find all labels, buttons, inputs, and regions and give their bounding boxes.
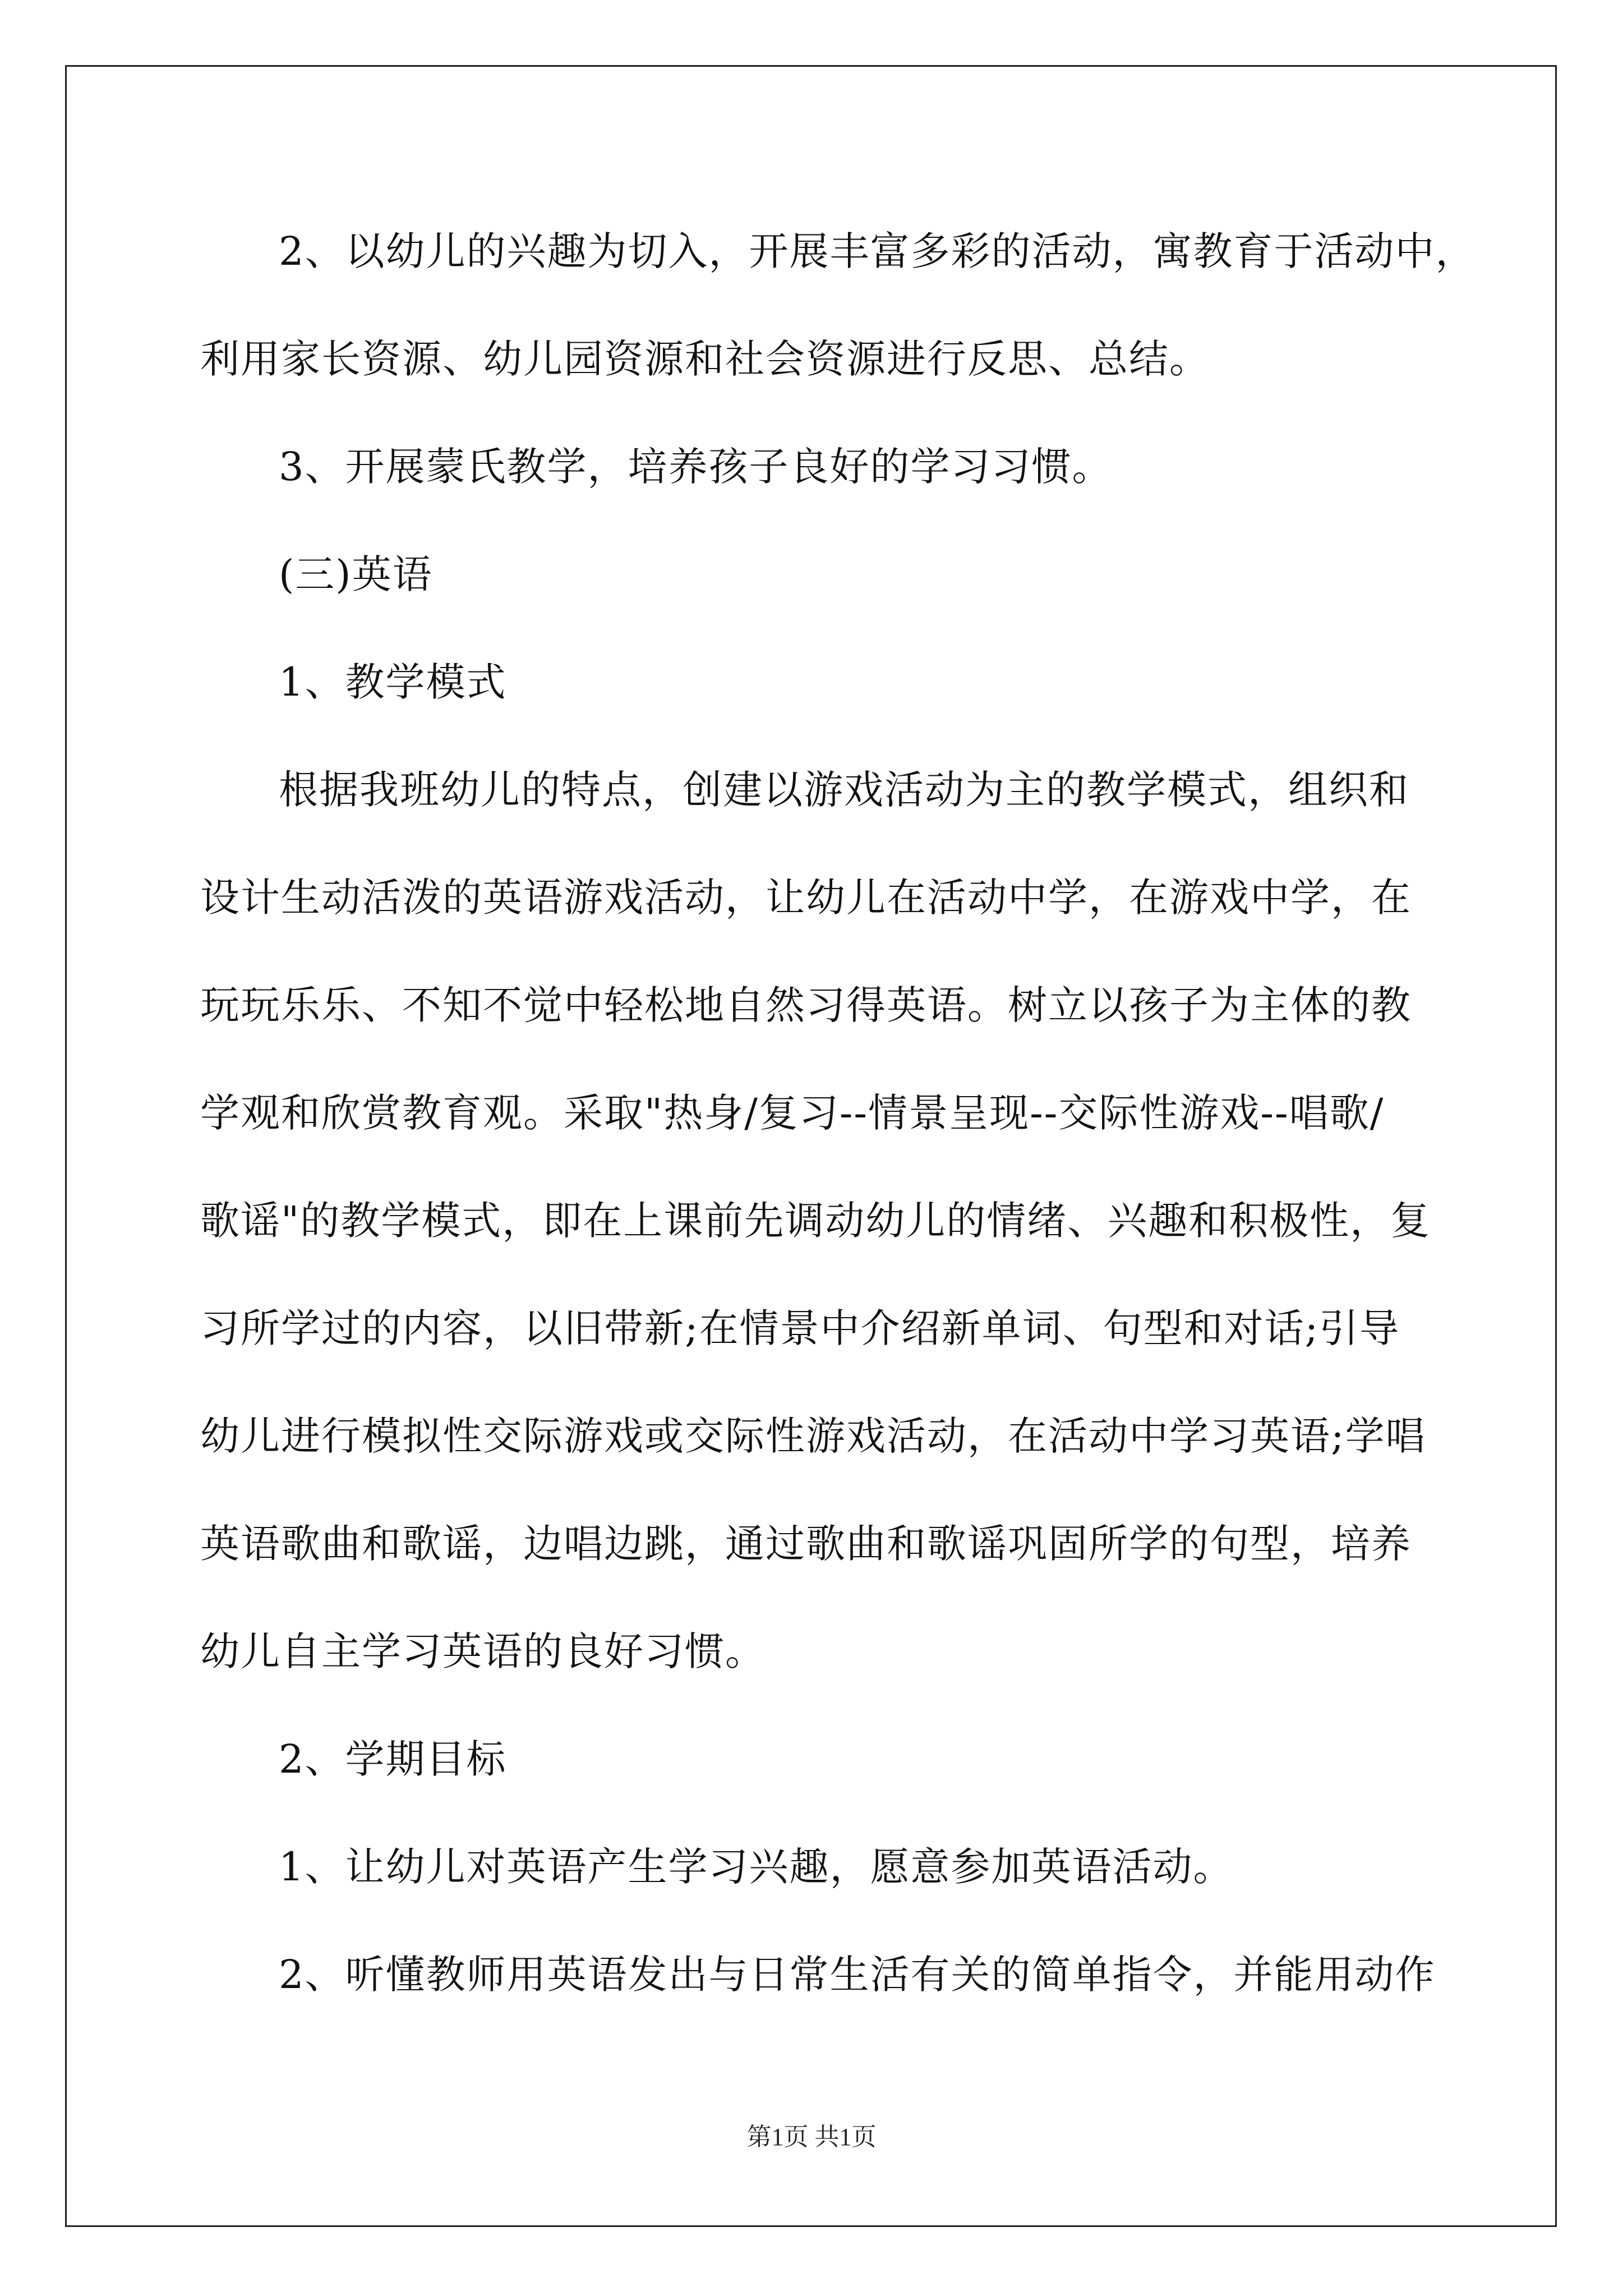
paragraph-line: 英语歌曲和歌谣，边唱边跳，通过歌曲和歌谣巩固所学的句型，培养 (200, 1521, 1412, 1567)
subsection-heading: 2、学期目标 (279, 1736, 507, 1782)
paragraph-line: 2、以幼儿的兴趣为切入，开展丰富多彩的活动，寓教育于活动中， (279, 228, 1476, 274)
paragraph-line: 3、开展蒙氏教学，培养孩子良好的学习习惯。 (279, 444, 1113, 490)
paragraph-line: 幼儿进行模拟性交际游戏或交际性游戏活动，在活动中学习英语;学唱 (200, 1413, 1426, 1459)
page-number-footer: 第1页 共1页 (746, 2123, 877, 2151)
paragraph-line: 玩玩乐乐、不知不觉中轻松地自然习得英语。树立以孩子为主体的教 (200, 982, 1412, 1028)
subsection-heading: 1、教学模式 (279, 659, 507, 705)
paragraph-line: 学观和欣赏教育观。采取"热身/复习--情景呈现--交际性游戏--唱歌/ (200, 1090, 1385, 1136)
paragraph-line: 根据我班幼儿的特点，创建以游戏活动为主的教学模式，组织和 (279, 767, 1409, 813)
paragraph-line: 歌谣"的教学模式，即在上课前先调动幼儿的情绪、兴趣和积极性，复 (200, 1198, 1431, 1244)
paragraph-line: 2、听懂教师用英语发出与日常生活有关的简单指令，并能用动作 (279, 1952, 1436, 1998)
page-border (65, 65, 1557, 2227)
paragraph-line: 利用家长资源、幼儿园资源和社会资源进行反思、总结。 (200, 336, 1210, 382)
paragraph-line: 1、让幼儿对英语产生学习兴趣，愿意参加英语活动。 (279, 1844, 1234, 1890)
section-heading: (三)英语 (279, 551, 433, 597)
paragraph-line: 设计生动活泼的英语游戏活动，让幼儿在活动中学，在游戏中学，在 (200, 875, 1412, 921)
paragraph-line: 幼儿自主学习英语的良好习惯。 (200, 1628, 766, 1674)
paragraph-line: 习所学过的内容，以旧带新;在情景中介绍新单词、句型和对话;引导 (200, 1305, 1400, 1351)
